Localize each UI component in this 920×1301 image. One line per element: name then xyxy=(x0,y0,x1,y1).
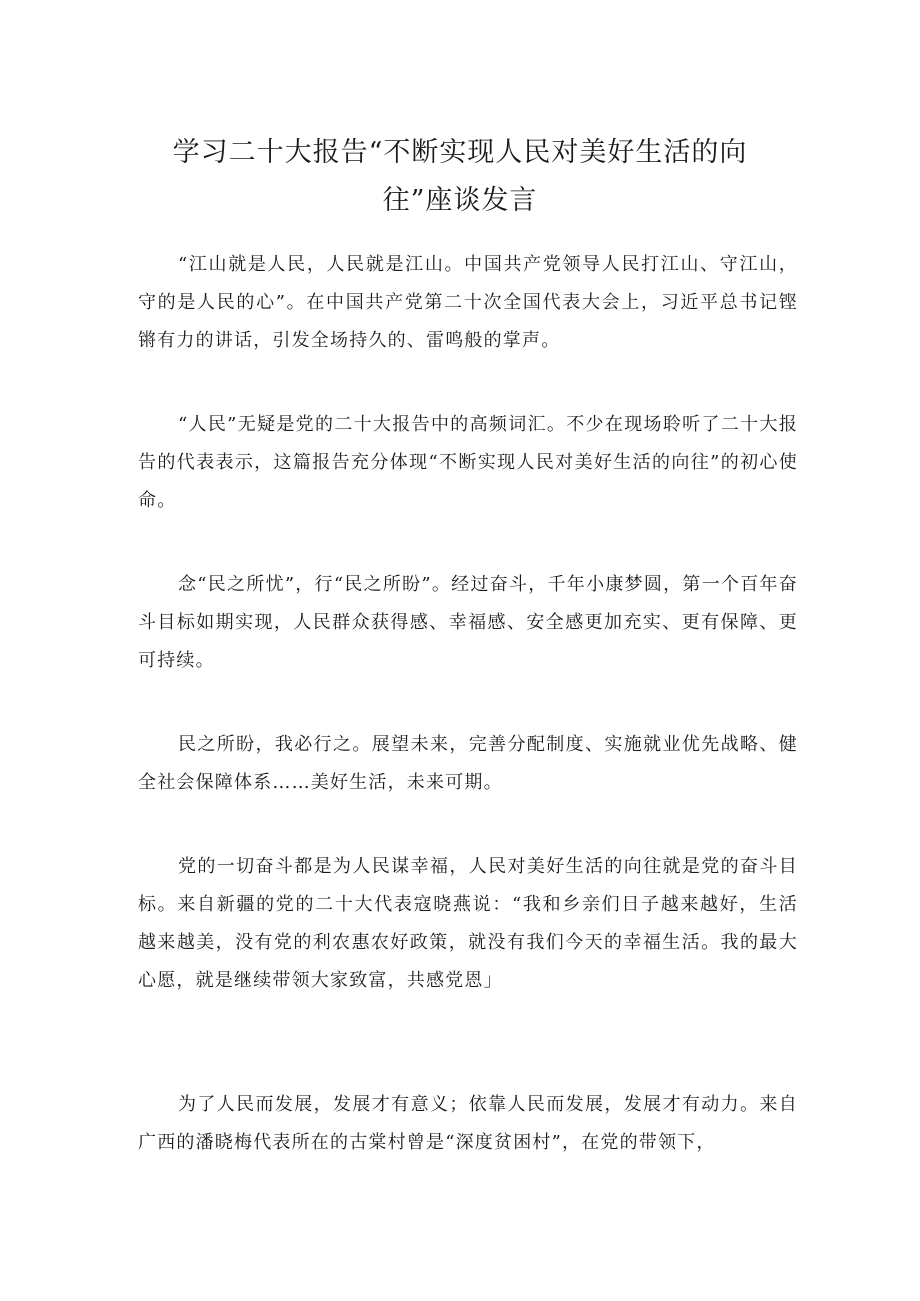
body-paragraph-1: “江山就是人民，人民就是江山。中国共产党领导人民打江山、守江山，守的是人民的心”。在中国共产党第二十次全国代表大会上，习近平总书记铿锵有力的讲话，引发全场持久的、雷鸣般的掌声。 xyxy=(138,254,798,351)
body-paragraph-5: 党的一切奋斗都是为人民谋幸福，人民对美好生活的向往就是党的奋斗目标。来自新疆的党的二十大代表寇晓燕说：“我和乡亲们日子越来越好，生活越来越美，没有党的利农惠农好政策，就没有我们今天的幸福生活。我的最大心愿，就是继续带领大家致富，共感党恩」 xyxy=(138,856,798,991)
document-title-line-2: 往”座谈发言 xyxy=(382,185,538,216)
body-paragraph-4: 民之所盼，我必行之。展望未来，完善分配制度、实施就业优先战略、健全社会保障体系……美好生活，未来可期。 xyxy=(138,734,798,793)
document-title-line-1: 学习二十大报告“不断实现人民对美好生活的向 xyxy=(172,137,748,168)
body-paragraph-3: 念“民之所忧”，行“民之所盼”。经过奋斗，千年小康梦圆，第一个百年奋斗目标如期实现，人民群众获得感、幸福感、安全感更加充实、更有保障、更可持续。 xyxy=(138,574,798,671)
body-paragraph-2: “人民”无疑是党的二十大报告中的高频词汇。不少在现场聆听了二十大报告的代表表示，这篇报告充分体现“不断实现人民对美好生活的向往”的初心使命。 xyxy=(138,414,798,511)
body-paragraph-6: 为了人民而发展，发展才有意义；依靠人民而发展，发展才有动力。来自广西的潘晓梅代表所在的古棠村曾是“深度贫困村”，在党的带领下， xyxy=(138,1094,798,1153)
